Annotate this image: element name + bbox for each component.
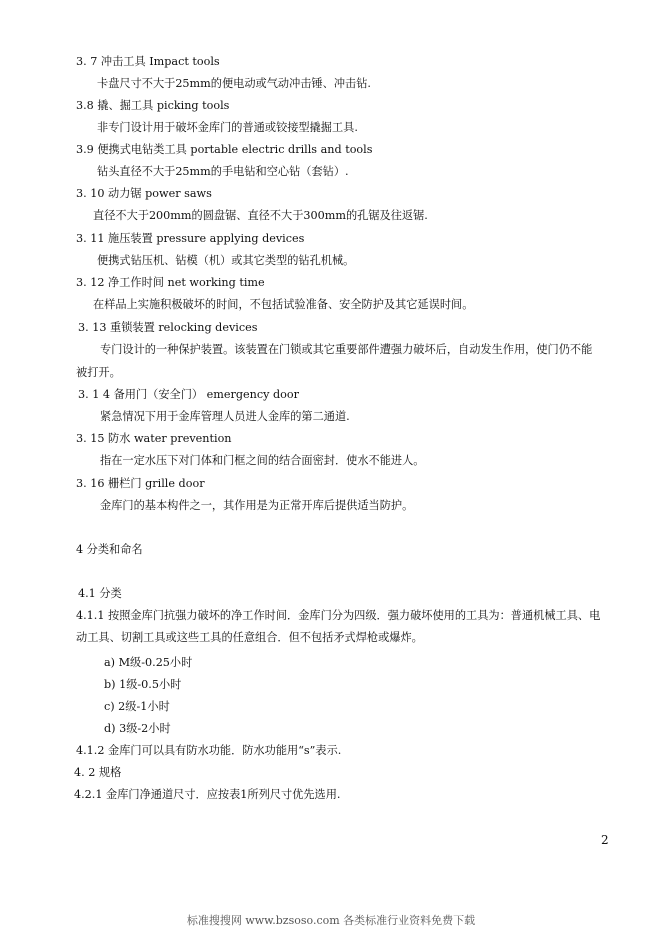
clause-3-10-heading: 3. 10 动力锯 power saws: [76, 187, 212, 200]
clause-3-14-text: 紧急情况下用于金库管理人员进人金库的第二通道.: [100, 410, 350, 423]
clause-4-1-1-text-cont: 动工具、切割工具或这些工具的任意组合．但不包括矛式焊枪或爆炸。: [76, 631, 423, 644]
clause-3-9-heading: 3.9 便携式电钻类工具 portable electric drills and tools: [76, 143, 373, 156]
clause-4-1-1-text: 4.1.1 按照金库门抗强力破坏的净工作时间．金库门分为四级．强力破坏使用的工具为：普通机械工具、电: [76, 609, 601, 622]
grade-item-d: d) 3级-2小时: [104, 722, 171, 735]
grade-item-b: b) 1级-0.5小时: [104, 678, 182, 691]
clause-4-2-1-text: 4.2.1 金库门净通道尺寸．应按表1所列尺寸优先选用.: [74, 788, 341, 801]
clause-3-12-heading: 3. 12 净工作时间 net working time: [76, 276, 265, 289]
clause-3-15-text: 指在一定水压下对门体和门框之间的结合面密封．使水不能进人。: [100, 454, 425, 467]
section-4-heading: 4 分类和命名: [76, 543, 143, 556]
clause-4-1-heading: 4.1 分类: [78, 587, 122, 600]
clause-3-13-text-cont: 被打开。: [76, 366, 121, 379]
clause-3-11-heading: 3. 11 施压装置 pressure applying devices: [76, 232, 305, 245]
grade-item-a: a) M级-0.25小时: [104, 656, 193, 669]
clause-3-8-heading: 3.8 撬、掘工具 picking tools: [76, 99, 230, 112]
clause-3-7-heading: 3. 7 冲击工具 Impact tools: [76, 55, 220, 68]
clause-4-2-heading: 4. 2 规格: [74, 766, 122, 779]
clause-3-8-text: 非专门设计用于破坏金库门的普通或铰接型撬掘工具.: [97, 121, 358, 134]
clause-4-1-2-text: 4.1.2 金库门可以具有防水功能．防水功能用“s”表示.: [76, 744, 342, 757]
clause-3-14-heading: 3. 1 4 备用门（安全门） emergency door: [78, 388, 299, 401]
clause-3-13-heading: 3. 13 重锁装置 relocking devices: [78, 321, 258, 334]
clause-3-10-text: 直径不大于200mm的圆盘锯、直径不大于300mm的孔锯及往返锯.: [93, 209, 428, 222]
page-number: 2: [601, 833, 609, 847]
clause-3-9-text: 钻头直径不大于25mm的手电钻和空心钻（套钻）.: [97, 165, 349, 178]
clause-3-11-text: 便携式钻压机、钻模（机）或其它类型的钻孔机械。: [97, 254, 355, 267]
clause-3-16-heading: 3. 16 栅栏门 grille door: [76, 477, 205, 490]
clause-3-7-text: 卡盘尺寸不大于25mm的便电动或气动冲击锤、冲击钻.: [97, 77, 371, 90]
clause-3-15-heading: 3. 15 防水 water prevention: [76, 432, 232, 445]
clause-3-13-text: 专门设计的一种保护装置。该装置在门锁或其它重要部件遭强力破坏后，自动发生作用，使门仍不能: [100, 343, 593, 356]
clause-3-16-text: 金库门的基本构件之一，其作用是为正常开库后提供适当防护。: [100, 499, 414, 512]
clause-3-12-text: 在样品上实施积极破坏的时间，不包括试验准备、安全防护及其它延误时间。: [93, 298, 474, 311]
grade-item-c: c) 2级-1小时: [104, 700, 170, 713]
footer-watermark: 标准搜搜网 www.bzsoso.com 各类标准行业资料免费下载: [186, 914, 476, 927]
